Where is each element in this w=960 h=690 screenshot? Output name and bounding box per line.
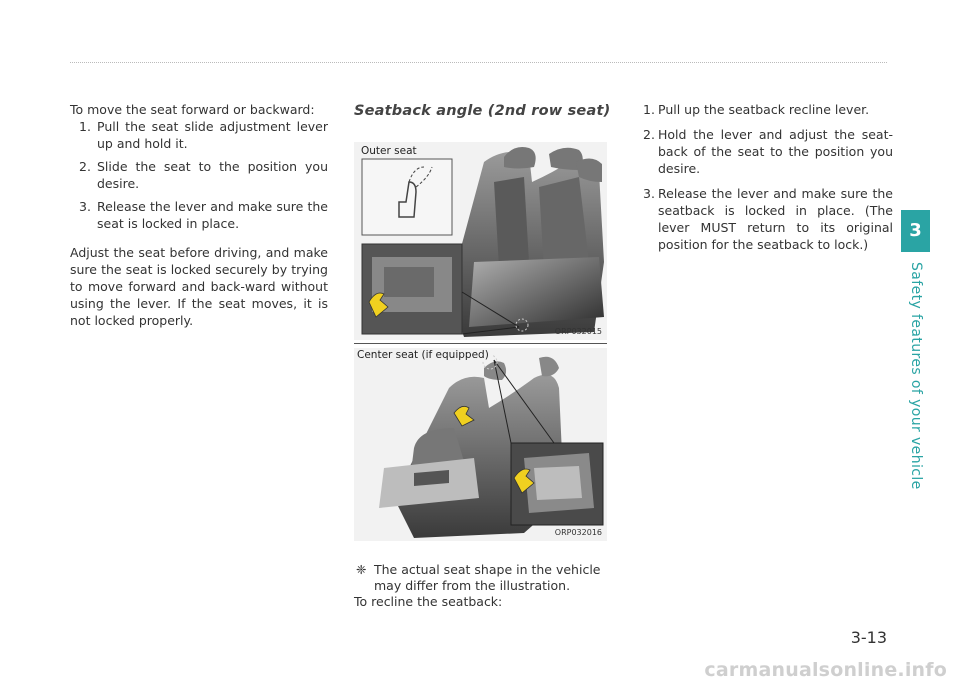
figure-outer-seat [354, 142, 607, 340]
figure-center-seat [354, 348, 607, 541]
section-heading: Seatback angle (2nd row seat) [354, 103, 611, 119]
figure-label: Center seat (if equipped) [354, 349, 492, 361]
figure-code: ORP032016 [554, 528, 602, 537]
left-column [70, 101, 328, 329]
chapter-tab[interactable]: 3 [901, 210, 930, 252]
list-item: 3. Release the lever and make sure the seatback is locked in place. (The lever MUST return to its original position for the seatback to lock.) [643, 186, 893, 252]
list-item: 1. Pull up the seatback recline lever. [643, 102, 870, 117]
right-column [636, 101, 893, 261]
adjust-paragraph: Adjust the seat before driving, and make sure the seat is locked securely by trying to move forward and back-ward without using the lever. If the seat moves, it is not locked properly. [70, 245, 328, 328]
figure-divider [354, 343, 607, 344]
chapter-title: Safety features of your vehicle [908, 262, 924, 490]
figure-code: ORP032015 [554, 327, 602, 336]
illustration-note [354, 562, 608, 610]
note-mark: ❈ [356, 562, 367, 577]
center-seat-illustration [354, 348, 607, 541]
list-item: 2. Hold the lever and adjust the seat-back of the seat to the position you desire. [643, 127, 893, 176]
outer-seat-illustration [354, 142, 607, 340]
slide-steps [70, 118, 328, 232]
watermark: carmanualsonline.info [704, 659, 947, 681]
note-text: The actual seat shape in the vehicle may differ from the illustration. [374, 562, 601, 593]
recline-intro: To recline the seatback: [354, 594, 503, 609]
list-item: 3. Release the lever and make sure the seat is locked in place. [79, 199, 328, 231]
page-number: 3-13 [850, 628, 887, 647]
figure-label: Outer seat [358, 145, 420, 157]
list-item: 2. Slide the seat to the position you desire. [79, 159, 328, 191]
top-rule [70, 62, 887, 63]
list-item: 1. Pull the seat slide adjustment lever up and hold it. [79, 119, 328, 151]
intro-text: To move the seat forward or backward: [70, 102, 315, 117]
recline-steps [636, 101, 893, 253]
